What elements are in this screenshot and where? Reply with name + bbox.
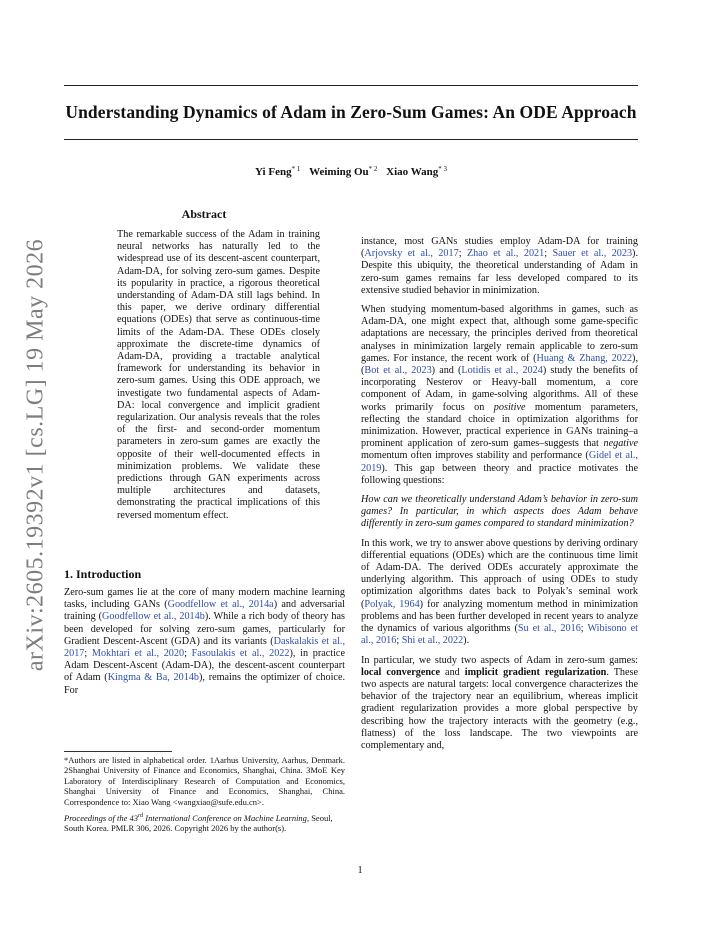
author: Yi Feng$^{* 1}$: [255, 165, 301, 178]
citation-link[interactable]: Sauer et al., 2023: [552, 248, 633, 260]
citation-link[interactable]: Zhao et al., 2021: [466, 248, 545, 260]
paragraph: Zero-sum games lie at the core of many modern machine learning tasks, including GANs (Goodfellow et al., 2014a) and adversarial training (Goodfellow et al., 2014b). While a rich body of theory has been developed for solving zero-sum games, particularly for Gradient Descent-Ascent (GDA) and its variants (Daskalakis et al., 2017; Mokhtari et al., 2020; Fasoulakis et al., 2022), in practice Adam Descent-Ascent (Adam-DA), the descent-ascent counterpart of Adam (Kingma & Ba, 2014b), remains the optimizer of choice. For: [64, 587, 346, 696]
section-heading-introduction: 1. Introduction: [64, 567, 142, 581]
title-top-rule: [64, 85, 638, 86]
citation-link[interactable]: Shi et al., 2022: [401, 635, 464, 647]
citation-link[interactable]: Su et al., 2016: [517, 623, 581, 635]
page-number: 1: [357, 865, 363, 876]
author-list: [64, 165, 638, 178]
author: Xiao Wang$^{* 3}$: [386, 165, 447, 178]
proceedings-note: Proceedings of the 43rd International Conference on Machine Learning, Seoul, South Korea. PMLR 306, 2026. Copyright 2026 by the author(s).: [64, 812, 333, 834]
citation-link[interactable]: Fasoulakis et al., 2022: [191, 648, 290, 660]
paper-title: Understanding Dynamics of Adam in Zero-Sum Games: An ODE Approach: [65, 102, 637, 122]
research-question: How can we theoretically understand Adam’s behavior in zero-sum games? In particular, in which aspects does Adam behave differently in zero-sum games compared to standard minimization?: [361, 494, 638, 530]
author: Weiming Ou$^{* 2}$: [309, 165, 378, 178]
abstract-heading: Abstract: [181, 207, 227, 221]
abstract-body: The remarkable success of the Adam in training neural networks has naturally led to the widespread use of its descent-ascent counterpart, Adam-DA, for solving zero-sum games. Despite its popularity in practice, a rigorous theoretical understanding of Adam-DA still lags behind. In this paper, we derive ordinary differential equations (ODEs) that serve as continuous-time limits of the Adam-DA. These ODEs closely approximate the discrete-time dynamics of Adam-DA, providing a tractable analytical framework for understanding its behavior in zero-sum games. Using this ODE approach, we investigate two fundamental aspects of Adam-DA: local convergence and implicit gradient regularization. Our analysis reveals that the roles of the first- and second-order momentum parameters in zero-sum games are exactly the opposite of their well-documented effects in minimization problems. We validate these predictions through GAN experiments across multiple architectures and datasets, demonstrating the practical implications of this reversed momentum effect.: [117, 229, 320, 521]
paragraph: In this work, we try to answer above questions by deriving ordinary differential equations (ODEs) which are the continuous time limit of Adam-DA. The derived ODEs accurately approximate the underlying algorithm. This approach of using ODEs to study optimization algorithms dates back to Polyak’s seminal work (Polyak, 1964) for analyzing momentum method in minimization problems and has been further developed in recent years to analyze the dynamics of various algorithms (Su et al., 2016; Wibisono et al., 2016; Shi et al., 2022).: [361, 537, 638, 647]
arxiv-identifier-stamp: arXiv:2605.19392v1 [cs.LG] 19 May 2026: [22, 238, 49, 672]
citation-link[interactable]: Goodfellow et al., 2014b: [102, 611, 205, 623]
citation-link[interactable]: Goodfellow et al., 2014a: [167, 599, 274, 611]
citation-link[interactable]: Lotidis et al., 2024: [461, 365, 543, 377]
paragraph: When studying momentum-based algorithms in games, such as Adam-DA, one might expect that, although some game-specific adaptations are necessary, the principles derived from theoretical analyses in minimization largely remain applicable to zero-sum games. For instance, the recent work of (Huang & Zhang, 2022), (Bot et al., 2023) and (Lotidis et al., 2024) study the benefits of incorporating Nesterov or Heavy-ball momentum, a core component of Adam, in game-solving algorithms. All of these works primarily focus on positive momentum parameters, reflecting the standard choice in optimization algorithms for minimization. However, practical experience in GANs training–a prominent application of zero-sum games–suggests that negative momentum often improves stability and performance (Gidel et al., 2019). This gap between theory and practice motivates the following questions:: [361, 304, 639, 486]
paragraph: instance, most GANs studies employ Adam-DA for training (Arjovsky et al., 2017; Zhao et al., 2021; Sauer et al., 2023). Despite this ubiquity, the theoretical understanding of Adam in zero-sum games remains far less developed compared to its extensive studied behavior in minimization.: [361, 236, 638, 296]
citation-link[interactable]: Daskalakis et al., 2017: [64, 635, 346, 660]
title-bottom-rule: [64, 139, 638, 140]
intro-right-column: [361, 236, 638, 759]
citation-link[interactable]: Gidel et al., 2019: [361, 450, 639, 474]
intro-left-column: [64, 587, 345, 704]
citation-link[interactable]: Mokhtari et al., 2020: [91, 648, 185, 660]
paragraph: In particular, we study two aspects of Adam in zero-sum games: local convergence and implicit gradient regularization. These two aspects are natural targets: local convergence characterizes the behavior of the trajectory near an equilibrium, whereas implicit gradient regularization provides a more global perspective by describing how the trajectory interacts with the geometry (e.g., flatness) of the loss landscape. The two viewpoints are complementary and,: [361, 654, 639, 751]
citation-link[interactable]: Bot et al., 2023: [364, 365, 432, 377]
citation-link[interactable]: Kingma & Ba, 2014b: [107, 672, 200, 684]
footnote-rule: [64, 751, 172, 752]
affiliation-footnote: *Authors are listed in alphabetical order. 1Aarhus University, Aarhus, Denmark. 2Shanghai University of Finance and Economics, Shanghai, China. 3MoE Key Laboratory of Interdisciplinary Research of Computation and Economics, Shanghai University of Finance and Economics, Shanghai, China. Correspondence to: Xiao Wang <wangxiao@sufe.edu.cn>.: [64, 755, 345, 807]
citation-link[interactable]: Huang & Zhang, 2022: [536, 352, 633, 364]
citation-link[interactable]: Arjovsky et al., 2017: [364, 248, 459, 260]
citation-link[interactable]: Wibisono et al., 2016: [361, 623, 638, 647]
citation-link[interactable]: Polyak, 1964: [364, 598, 420, 610]
